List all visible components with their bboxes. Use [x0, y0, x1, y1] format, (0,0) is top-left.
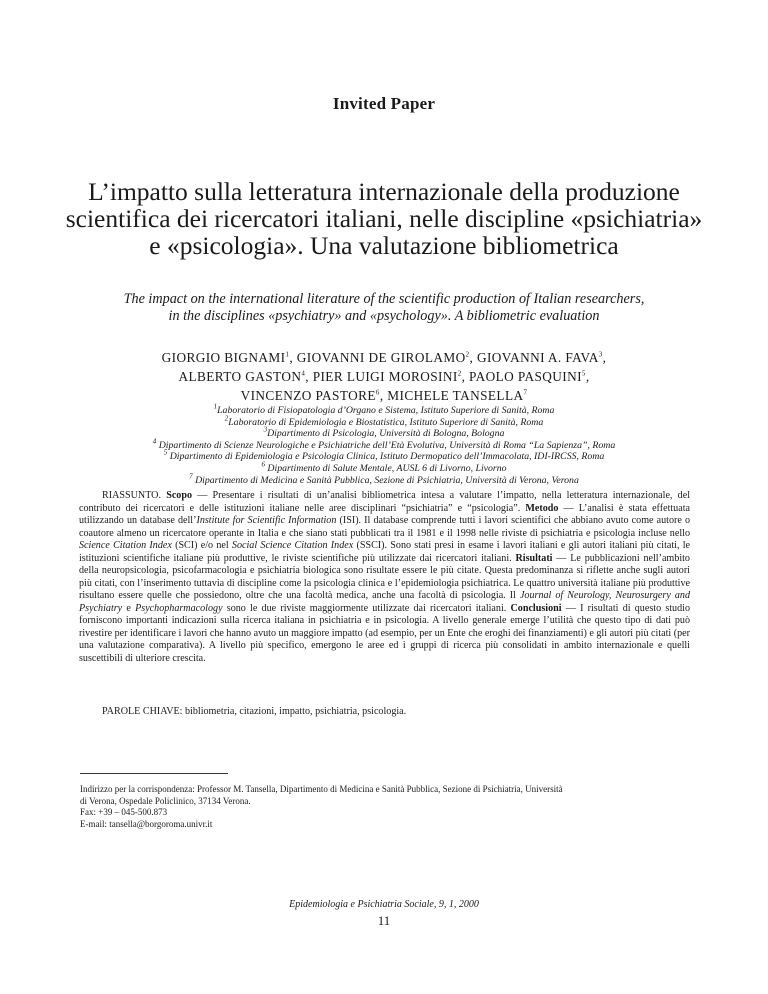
author-affil-marker: 5: [581, 369, 586, 378]
abstract-italic: Science Citation Index: [79, 540, 172, 551]
article-type-label: Invited Paper: [332, 94, 436, 113]
author-separator: ,: [305, 369, 313, 384]
author-separator: ,: [585, 369, 590, 384]
affiliation-marker: 4: [152, 437, 157, 446]
affiliation-text: Dipartimento di Scienze Neurologiche e Psichiatriche dell’Età Evolutiva, Università di Roma “La Sapienza”, Roma: [156, 439, 616, 451]
abstract-text: — L’analisi è stata effettuata utilizzando un database dell’: [79, 502, 690, 526]
correspondence-line: di Verona, Ospedale Policlinico, 37134 Verona.: [80, 795, 251, 806]
affiliation-list: [0, 402, 768, 486]
abstract-conclusioni-heading: Conclusioni: [510, 602, 562, 614]
affiliation-text: Laboratorio di Epidemiologia e Biostatistica, Istituto Superiore di Sanità, Roma: [228, 416, 544, 428]
affiliation-marker: 6: [261, 460, 265, 469]
abstract-lead: RIASSUNTO.: [102, 490, 167, 501]
correspondence-line: Indirizzo per la corrispondenza: Professor M. Tansella, Dipartimento di Medicina e Sanità Pubblica, Sezione di Psichiatria, Università: [80, 784, 563, 794]
affiliation-text: Dipartimento di Psicologia, Università di Bologna, Bologna: [267, 428, 505, 440]
correspondence-line: E-mail: tansella@borgoroma.univr.it: [80, 818, 213, 829]
title-line: e «psicologia». Una valutazione bibliometrica: [149, 231, 619, 260]
footnote-divider: [80, 773, 228, 774]
abstract-paragraph: [79, 490, 690, 665]
correspondence-line: Fax: +39 – 045-500.873: [80, 807, 168, 818]
title-line: scientifica dei ricercatori italiani, nelle discipline «psichiatria»: [65, 204, 703, 233]
affiliation-marker: 7: [189, 472, 193, 481]
author-affil-marker: 2: [457, 369, 462, 378]
abstract-text: — I risultati di questo studio forniscono importanti indicazioni sulla ricerca italiana in psichiatria e in psicologia. A livello generale emerge l’utilità che questo tipo di dati può rivestire per identificare i lavori che hanno avuto un maggiore impatto (ad esempio, per un Ente che eroghi dei finanziamenti) e gli autori più citati (per una valutazione comparativa). A livello più specifico, emergono le aree ed i gruppi di ricerca più consolidati in ambito internazionale e quelli suscettibili di ulteriore crescita.: [79, 602, 691, 664]
affiliation-marker: 3: [263, 425, 268, 434]
author-affil-marker: 4: [301, 369, 306, 378]
abstract-italic: Psychopharmacology: [135, 602, 223, 614]
correspondence-note: [80, 784, 694, 830]
article-title: [0, 178, 768, 259]
abstract-text: — Presentare i risultati di un’analisi bibliometrica intesa a valutare l’impatto, nella letteratura internazionale, del contributo dei ricercatori e delle istituzioni italiane nelle aree disciplinari “psichiatria” e “psicologia”.: [79, 490, 690, 514]
author-name: GIOVANNI DE GIROLAMO: [296, 350, 466, 365]
abstract-text: sono le due riviste maggiormente utilizzate dai ricercatori italiani.: [222, 602, 511, 614]
affiliation-line: [0, 402, 768, 417]
author-separator: ,: [461, 369, 470, 384]
author-list: [0, 348, 768, 405]
author-separator: ,: [289, 350, 297, 365]
abstract-italic: Social Science Citation Index: [231, 540, 354, 551]
author-affil-marker: 3: [598, 350, 603, 359]
affiliation-text: Laboratorio di Fisiopatologia d’Organo e Sistema, Istituto Superiore di Sanità, Roma: [217, 405, 555, 416]
abstract-text: (SSCI). Sono stati presi in esame i lavori italiani e gli autori italiani più citati, le istituzioni scientifiche italiane più produttive, le riviste scientifiche più utilizzate dai ricercatori italiani.: [79, 540, 691, 564]
author-name: MICHELE TANSELLA: [387, 388, 524, 403]
journal-citation: Epidemiologia e Psichiatria Sociale, 9, 1, 2000: [289, 899, 479, 910]
author-affil-marker: 7: [523, 388, 528, 397]
affiliation-marker: 5: [163, 449, 168, 458]
affiliation-marker: 2: [224, 414, 229, 423]
title-line: L’impatto sulla letteratura internazionale della produzione: [88, 177, 680, 206]
affiliation-line: [0, 472, 768, 487]
author-name: GIORGIO BIGNAMI: [161, 350, 286, 365]
author-name: ALBERTO GASTON: [178, 369, 302, 384]
author-affil-marker: 2: [465, 350, 470, 359]
subtitle-line: in the disciplines «psychiatry» and «psychology». A bibliometric evaluation: [168, 308, 600, 324]
author-line: [0, 348, 768, 367]
affiliation-line: [0, 460, 768, 475]
abstract: [79, 490, 690, 665]
affiliation-line: [0, 414, 768, 429]
keywords: PAROLE CHIAVE: bibliometria, citazioni, impatto, psichiatria, psicologia.: [102, 706, 407, 717]
english-title: [0, 291, 768, 325]
author-separator: ,: [379, 388, 388, 403]
author-line: [0, 386, 768, 405]
affiliation-text: Dipartimento di Salute Mentale, AUSL 6 di Livorno, Livorno: [264, 462, 507, 474]
abstract-text: (ISI). Il database comprende tutti i lavori scientifici che abbiano avuto come autore o coautore almeno un ricercatore operante in Italia e che siano stati pubblicati tra il 1981 e il 1998 nelle riviste di psichiatria e psicologia incluse nello: [79, 515, 690, 539]
author-name: VINCENZO PASTORE: [240, 388, 376, 403]
affiliation-line: [0, 451, 768, 463]
abstract-scopo-heading: Scopo: [166, 490, 193, 501]
abstract-italic: Institute for Scientific Information: [196, 515, 337, 526]
subtitle-line: The impact on the international literature of the scientific production of Italian researchers,: [123, 291, 645, 307]
author-line: [0, 367, 768, 386]
abstract-text: e: [122, 602, 136, 614]
author-name: PIER LUIGI MOROSINI: [312, 369, 458, 384]
affiliation-line: [0, 437, 768, 452]
abstract-italic: Journal of Neurology, Neurosurgery and Psychiatry: [79, 590, 690, 614]
author-affil-marker: 6: [375, 388, 380, 397]
affiliation-text: Dipartimento di Medicina e Sanità Pubblica, Sezione di Psichiatria, Università di Verona, Verona: [192, 474, 579, 486]
abstract-text: (SCI) e/o nel: [171, 540, 232, 551]
author-name: PAOLO PASQUINI: [469, 369, 582, 384]
author-separator: ,: [469, 350, 477, 365]
affiliation-line: [0, 425, 768, 440]
author-name: GIOVANNI A. FAVA: [476, 350, 599, 365]
page-number: 11: [377, 913, 391, 928]
author-affil-marker: 1: [285, 350, 290, 359]
author-separator: ,: [602, 350, 607, 365]
affiliation-text: Dipartimento di Epidemiologia e Psicologia Clinica, Istituto Dermopatico dell’Immacolata, IDI-IRCSS, Roma: [167, 451, 605, 463]
abstract-text: — Le pubblicazioni nell’ambito della neuropsicologia, psicofarmacologia e psichiatria biologica sono risultate essere le più citate. Questa predominanza si riflette anche sugli autori più citati, con l’inserimento tuttavia di discipline come la psicologia clinica e l’epidemiologia psichiatrica. Le quattro università italiane più produttive risultano essere quelle che possiedono, oltre che una facoltà medica, anche una facoltà di psicologia. Il: [79, 552, 690, 601]
abstract-metodo-heading: Metodo: [525, 502, 559, 514]
abstract-risultati-heading: Risultati: [515, 552, 553, 564]
affiliation-marker: 1: [213, 402, 218, 411]
